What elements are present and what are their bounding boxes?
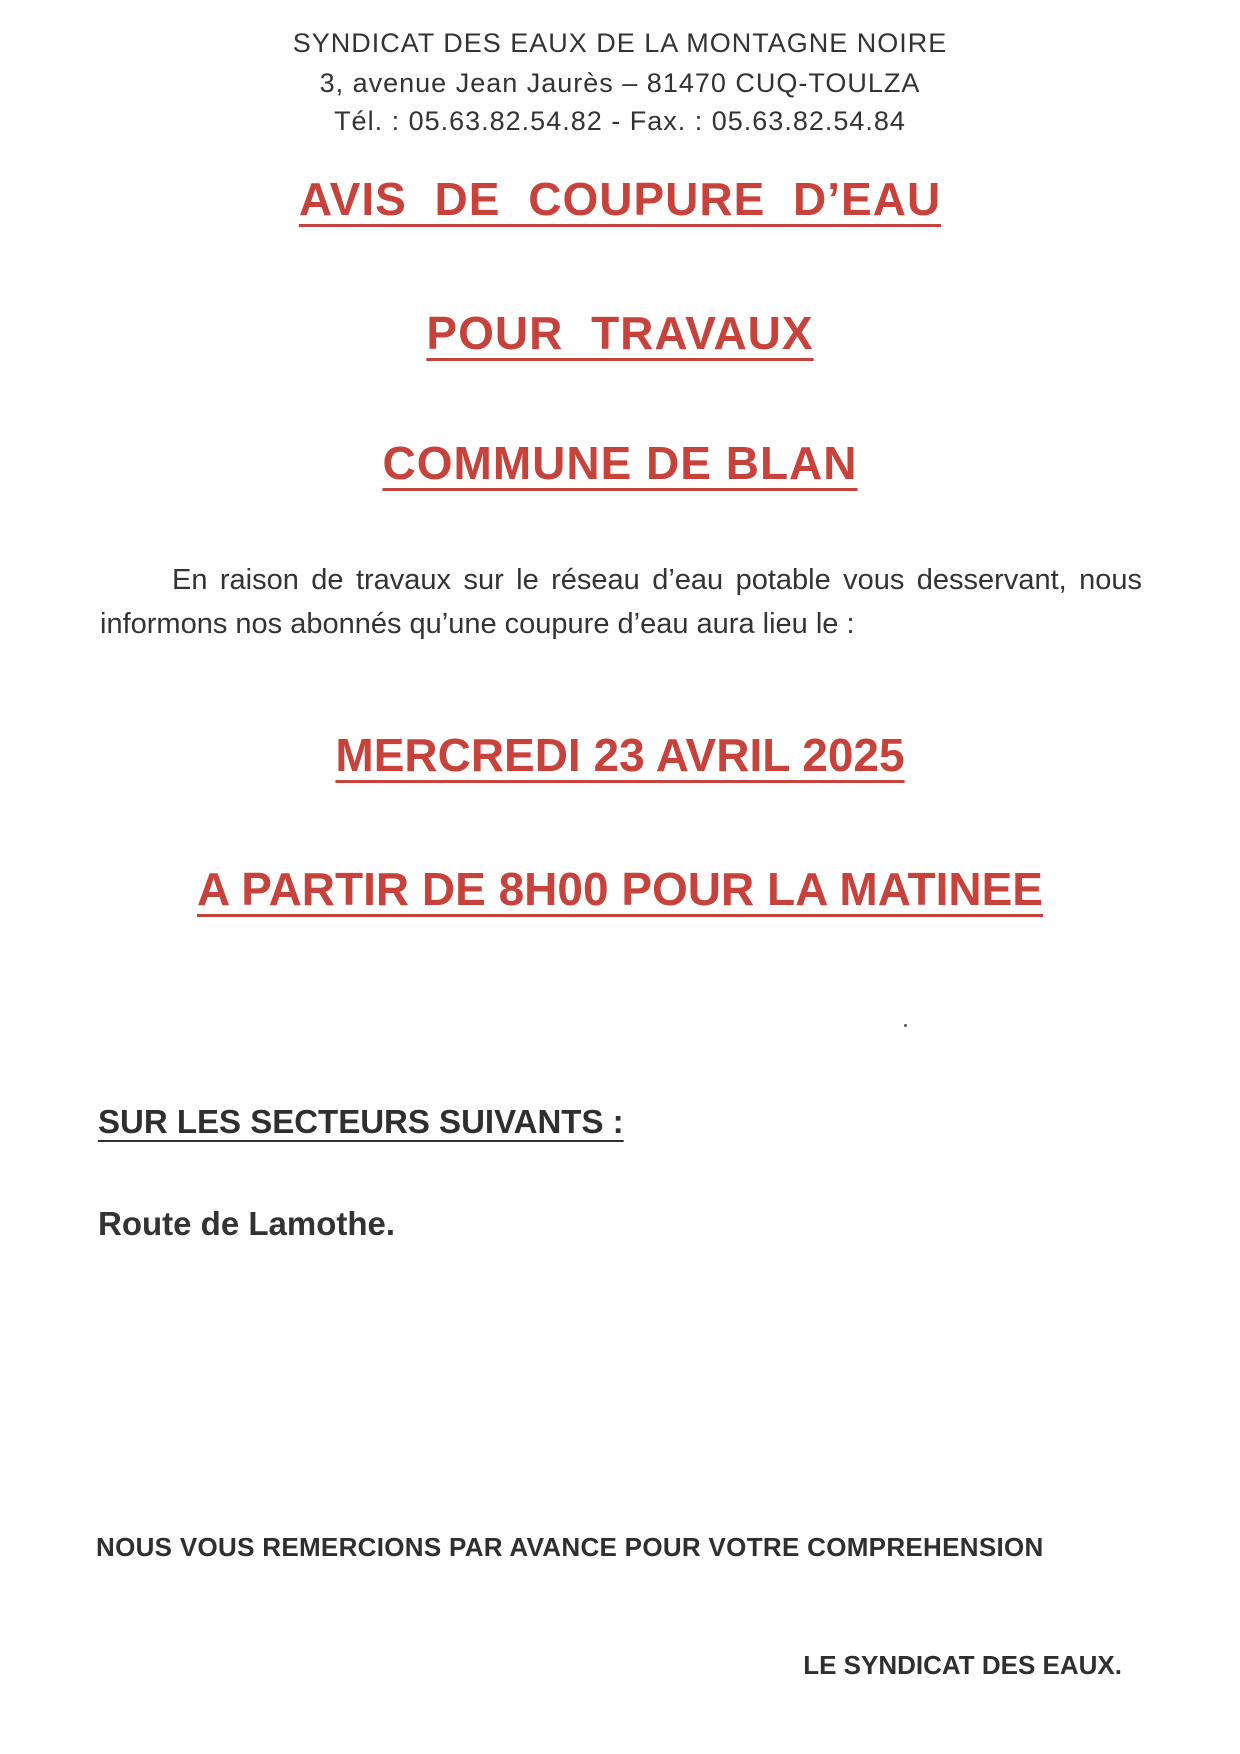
scan-speck xyxy=(904,1024,907,1027)
time-wrap xyxy=(0,862,1240,916)
commune-title-wrap xyxy=(0,436,1240,490)
signature: LE SYNDICAT DES EAUX. xyxy=(803,1650,1122,1680)
reason-title-wrap xyxy=(0,306,1240,360)
organization-address: 3, avenue Jean Jaurès – 81470 CUQ-TOULZA xyxy=(319,68,921,98)
organization-name: SYNDICAT DES EAUX DE LA MONTAGNE NOIRE xyxy=(292,28,948,58)
outage-date: MERCREDI 23 AVRIL 2025 xyxy=(335,729,905,781)
thanks-line: NOUS VOUS REMERCIONS PAR AVANCE POUR VOTRE COMPREHENSION xyxy=(96,1532,1044,1562)
organization-contact: Tél. : 05.63.82.54.82 - Fax. : 05.63.82.54.84 xyxy=(334,106,906,136)
outage-time: A PARTIR DE 8H00 POUR LA MATINEE xyxy=(197,863,1043,915)
notice-paragraph: En raison de travaux sur le réseau d’eau potable vous desservant, nous informons nos abonnés qu’une coupure d’eau aura lieu le : xyxy=(100,564,1142,640)
sectors-heading: SUR LES SECTEURS SUIVANTS : xyxy=(98,1103,624,1140)
commune-title: COMMUNE DE BLAN xyxy=(382,437,858,489)
date-wrap xyxy=(0,728,1240,782)
notice-title-wrap xyxy=(0,172,1240,226)
sector-item: Route de Lamothe. xyxy=(98,1205,396,1242)
notice-title: AVIS DE COUPURE D’EAU xyxy=(298,173,942,225)
reason-title: POUR TRAVAUX xyxy=(426,307,814,359)
